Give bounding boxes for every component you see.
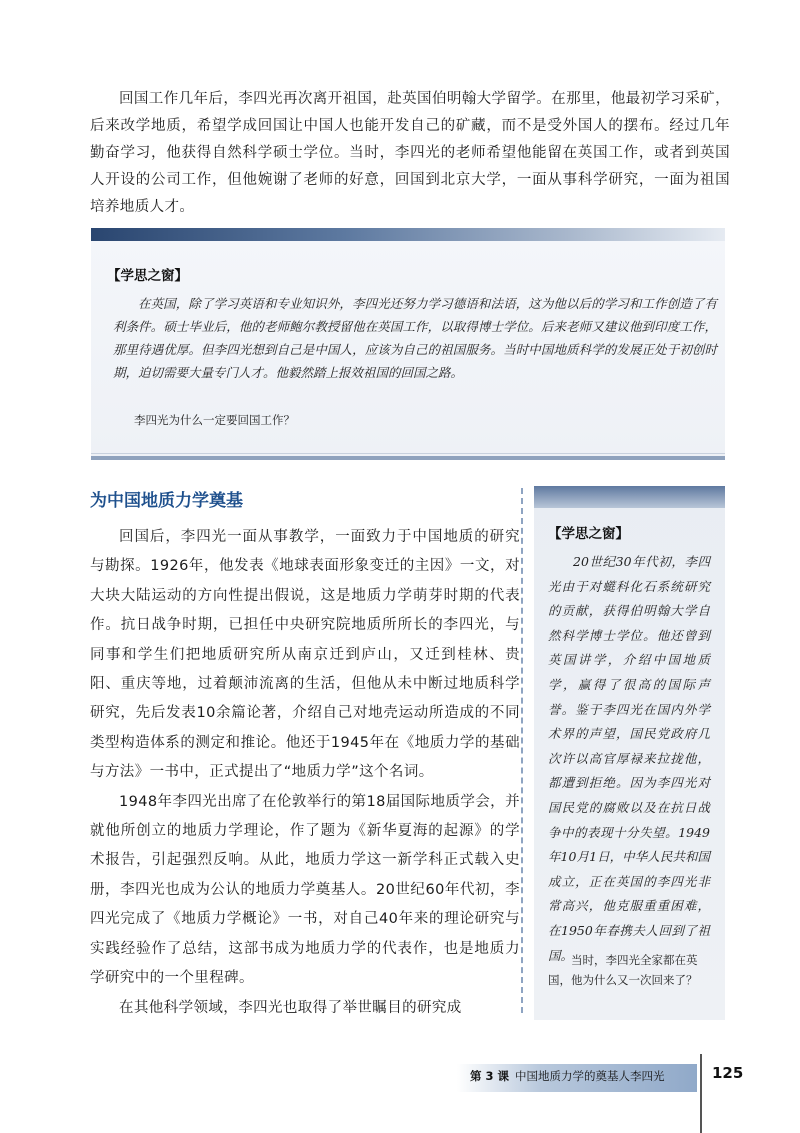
main-column	[90, 523, 520, 1023]
window-header-bar	[91, 228, 725, 241]
lesson-number: 第 3 课	[470, 1069, 510, 1083]
window-body-text: 20世纪30年代初，李四光由于对䗴科化石系统研究的贡献，获得伯明翰大学自然科学博士学位。他还曾到英国讲学，介绍中国地质学，赢得了很高的国际声誉。鉴于李四光在国内外学术界的声望，国民党政府几次许以高官厚禄来拉拢他，都遭到拒绝。因为李四光对国民党的腐败以及在抗日战争中的表现十分失望。1949年10月1日，中华人民共和国成立，正在英国的李四光非常高兴，他克服重重困难，在1950年春携夫人回到了祖国。	[548, 554, 710, 963]
study-window-box-side	[534, 486, 725, 1020]
section-paragraph-1: 回国后，李四光一面从事教学，一面致力于中国地质的研究与勘探。1926年，他发表《地球表面形象变迁的主因》一文，对大块大陆运动的方向性提出假说，这是地质力学萌芽时期的代表作。抗日战争时期，已担任中央研究院地质所所长的李四光，与同事和学生们把地质研究所从南京迁到庐山，又迁到桂林、贵阳、重庆等地，过着颠沛流离的生活，但他从未中断过地质科学研究，先后发表10余篇论著，介绍自己对地壳运动所造成的不同类型构造体系的测定和推论。他还于1945年在《地质力学的基础与方法》一书中，正式提出了“地质力学”这个名词。	[90, 529, 520, 781]
intro-paragraph: 回国工作几年后，李四光再次离开祖国，赴英国伯明翰大学留学。在那里，他最初学习采矿，后来改学地质，希望学成回国让中国人也能开发自己的矿藏，而不是受外国人的摆布。经过几年勤奋学习，他获得自然科学硕士学位。当时，李四光的老师希望他能留在英国工作，或者到英国人开设的公司工作，但他婉谢了老师的好意，回国到北京大学，一面从事科学研究，一面为祖国培养地质人才。	[90, 91, 730, 215]
window-question: 李四光为什么一定要回国工作？	[134, 413, 295, 427]
window-body-text: 在英国，除了学习英语和专业知识外，李四光还努力学习德语和法语，这为他以后的学习和工作创造了有利条件。硕士毕业后，他的老师鲍尔教授留他在英国工作，以取得博士学位。后来老师又建议他到印度工作，那里待遇优厚。但李四光想到自己是中国人，应该为自己的祖国服务。当时中国地质科学的发展正处于初创时期，迫切需要大量专门人才。他毅然踏上报效祖国的回国之路。	[113, 296, 717, 380]
window-question: 当时，李四光全家都在英国，他为什么又一次回来了？	[548, 953, 698, 987]
window-title: 【学思之窗】	[107, 268, 188, 284]
column-divider	[521, 488, 523, 1013]
window-header-bar	[534, 486, 725, 508]
section-paragraph-2: 1948年李四光出席了在伦敦举行的第18届国际地质学会，并就他所创立的地质力学理论，作了题为《新华夏海的起源》的学术报告，引起强烈反响。从此，地质力学这一新学科正式载入史册，李四光也成为公认的地质力学奠基人。20世纪60年代初，李四光完成了《地质力学概论》一书，对自己40年来的理论研究与实践经验作了总结，这部书成为地质力学的代表作，也是地质力学研究中的一个里程碑。	[90, 793, 520, 987]
footer-vertical-rule	[700, 1054, 702, 1133]
intro-paragraph-block	[90, 86, 730, 221]
footer-lesson-label	[470, 1068, 665, 1084]
lesson-title: 中国地质力学的奠基人李四光	[515, 1069, 665, 1083]
window-bottom-line	[91, 453, 725, 454]
section-heading: 为中国地质力学奠基	[90, 491, 243, 511]
window-title: 【学思之窗】	[548, 526, 629, 542]
window-bottom-bar	[91, 456, 725, 460]
section-paragraph-3: 在其他科学领域，李四光也取得了举世瞩目的研究成	[119, 999, 462, 1016]
page-number: 125	[712, 1064, 744, 1082]
